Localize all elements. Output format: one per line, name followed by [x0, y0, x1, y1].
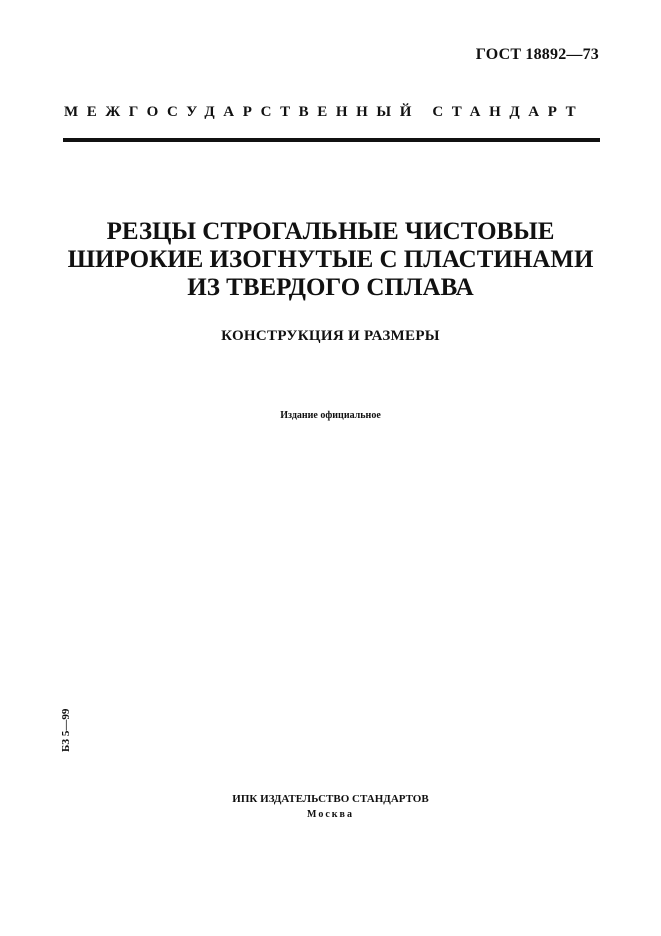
document-subtitle: КОНСТРУКЦИЯ И РАЗМЕРЫ [221, 328, 440, 344]
standard-type-heading: МЕЖГОСУДАРСТВЕННЫЙ СТАНДАРТ [64, 104, 585, 120]
publisher-city: Москва [307, 809, 354, 820]
title-line-3: ИЗ ТВЕРДОГО СПЛАВА [187, 274, 474, 301]
header-divider [63, 138, 600, 142]
publisher-name: ИПК ИЗДАТЕЛЬСТВО СТАНДАРТОВ [232, 793, 429, 805]
edition-note: Издание официальное [280, 410, 381, 421]
document-title [0, 218, 661, 302]
title-line-1: РЕЗЦЫ СТРОГАЛЬНЫЕ ЧИСТОВЫЕ [106, 218, 555, 245]
side-code: БЗ 5—99 [60, 708, 72, 752]
standard-designation: ГОСТ 18892—73 [475, 46, 599, 63]
title-line-2: ШИРОКИЕ ИЗОГНУТЫЕ С ПЛАСТИНАМИ [67, 246, 594, 273]
